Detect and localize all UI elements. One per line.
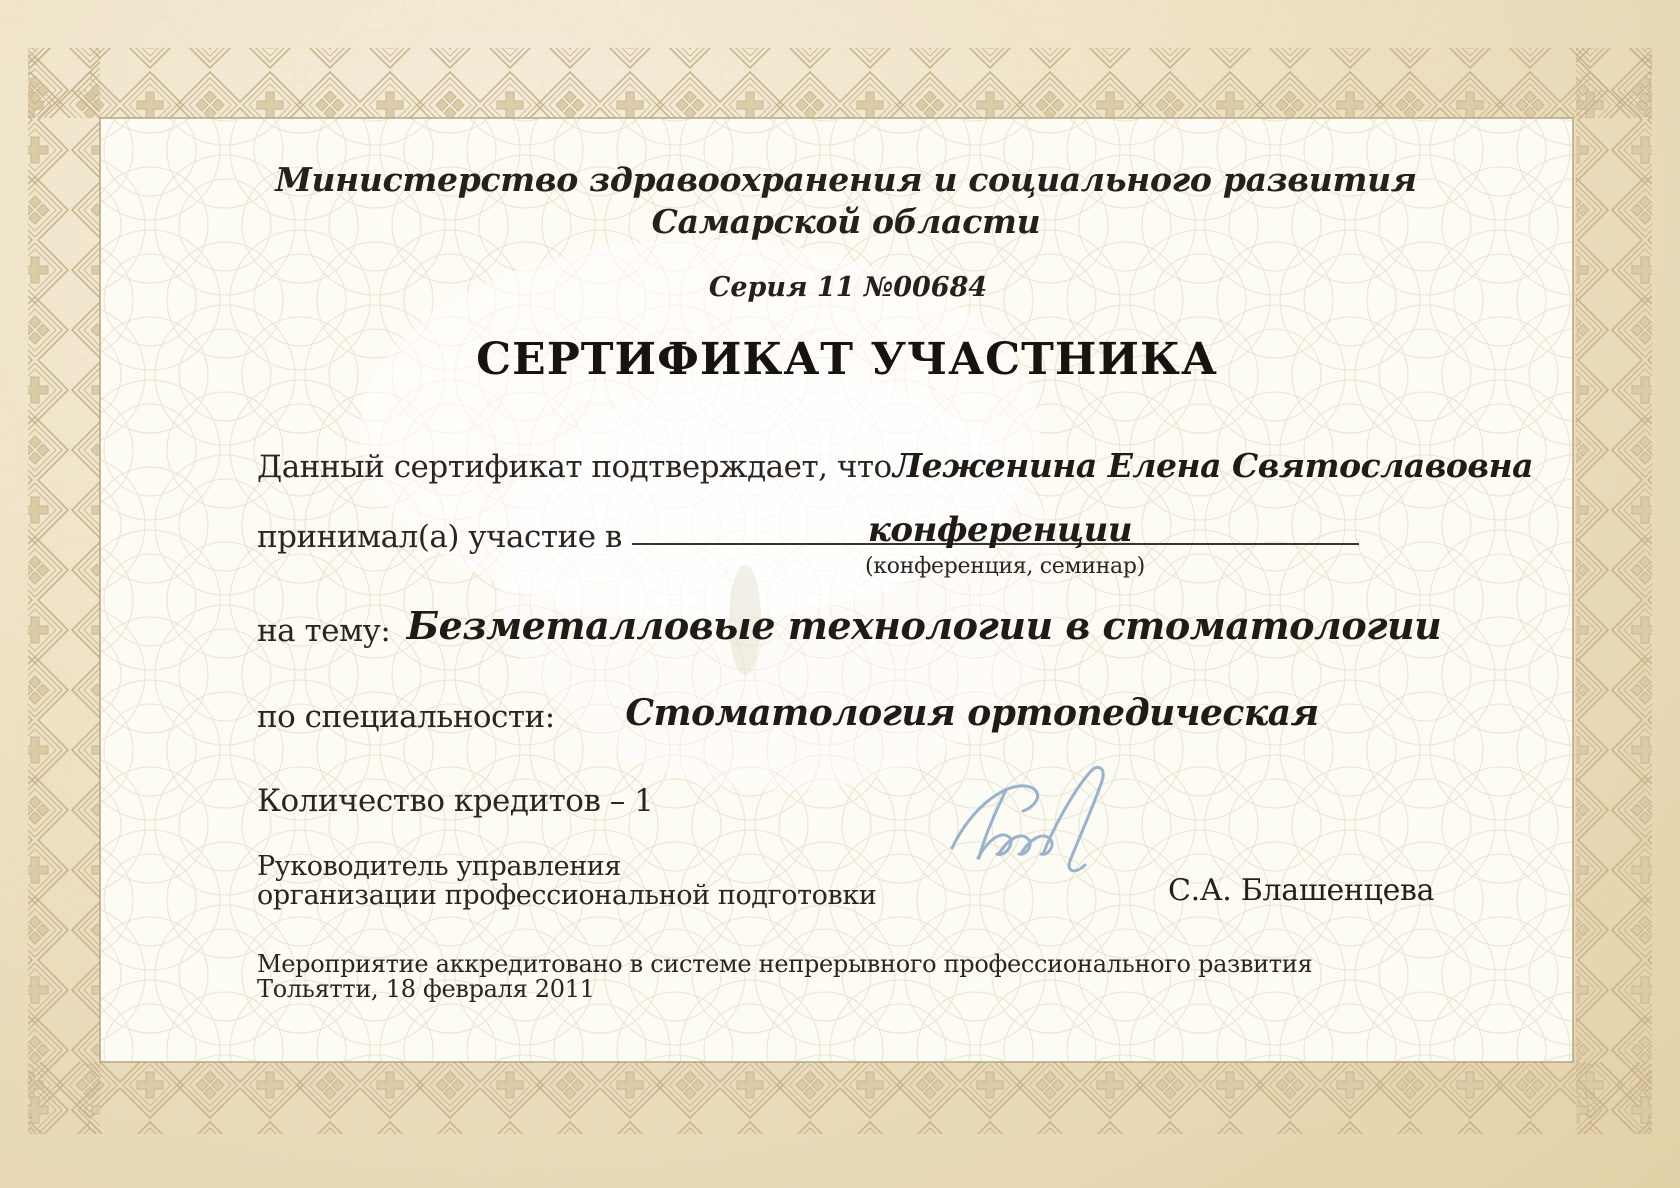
topic-value: Безметалловые технологии в стоматологии: [406, 603, 1442, 648]
certificate-title: СЕРТИФИКАТ УЧАСТНИКА: [476, 334, 1218, 385]
signatory-role-line2: организации профессиональной подготовки: [257, 880, 877, 911]
participation-label: принимал(а) участие в: [257, 519, 622, 555]
participation-hint: (конференция, семинар): [865, 554, 1145, 579]
specialty-label: по специальности:: [257, 699, 555, 735]
place-date-line: Тольятти, 18 февраля 2011: [257, 975, 595, 1003]
topic-label: на тему:: [257, 613, 391, 649]
ministry-name-line2: Самарской области: [651, 202, 1041, 241]
confirm-label: Данный сертификат подтверждает, что: [257, 449, 892, 485]
series-number: Серия 11 №00684: [708, 272, 988, 303]
specialty-value: Стоматология ортопедическая: [625, 692, 1319, 734]
signatory-role-line1: Руководитель управления: [257, 851, 622, 882]
credits-line: Количество кредитов – 1: [257, 783, 654, 819]
signatory-name: С.А. Блашенцева: [1168, 873, 1435, 908]
holder-name: Леженина Елена Святославовна: [893, 446, 1534, 485]
accreditation-line: Мероприятие аккредитовано в системе непрерывного профессионального развития: [257, 950, 1313, 978]
participation-value: конференции: [867, 510, 1133, 550]
ministry-name-line1: Министерство здравоохранения и социального развития: [275, 160, 1417, 199]
